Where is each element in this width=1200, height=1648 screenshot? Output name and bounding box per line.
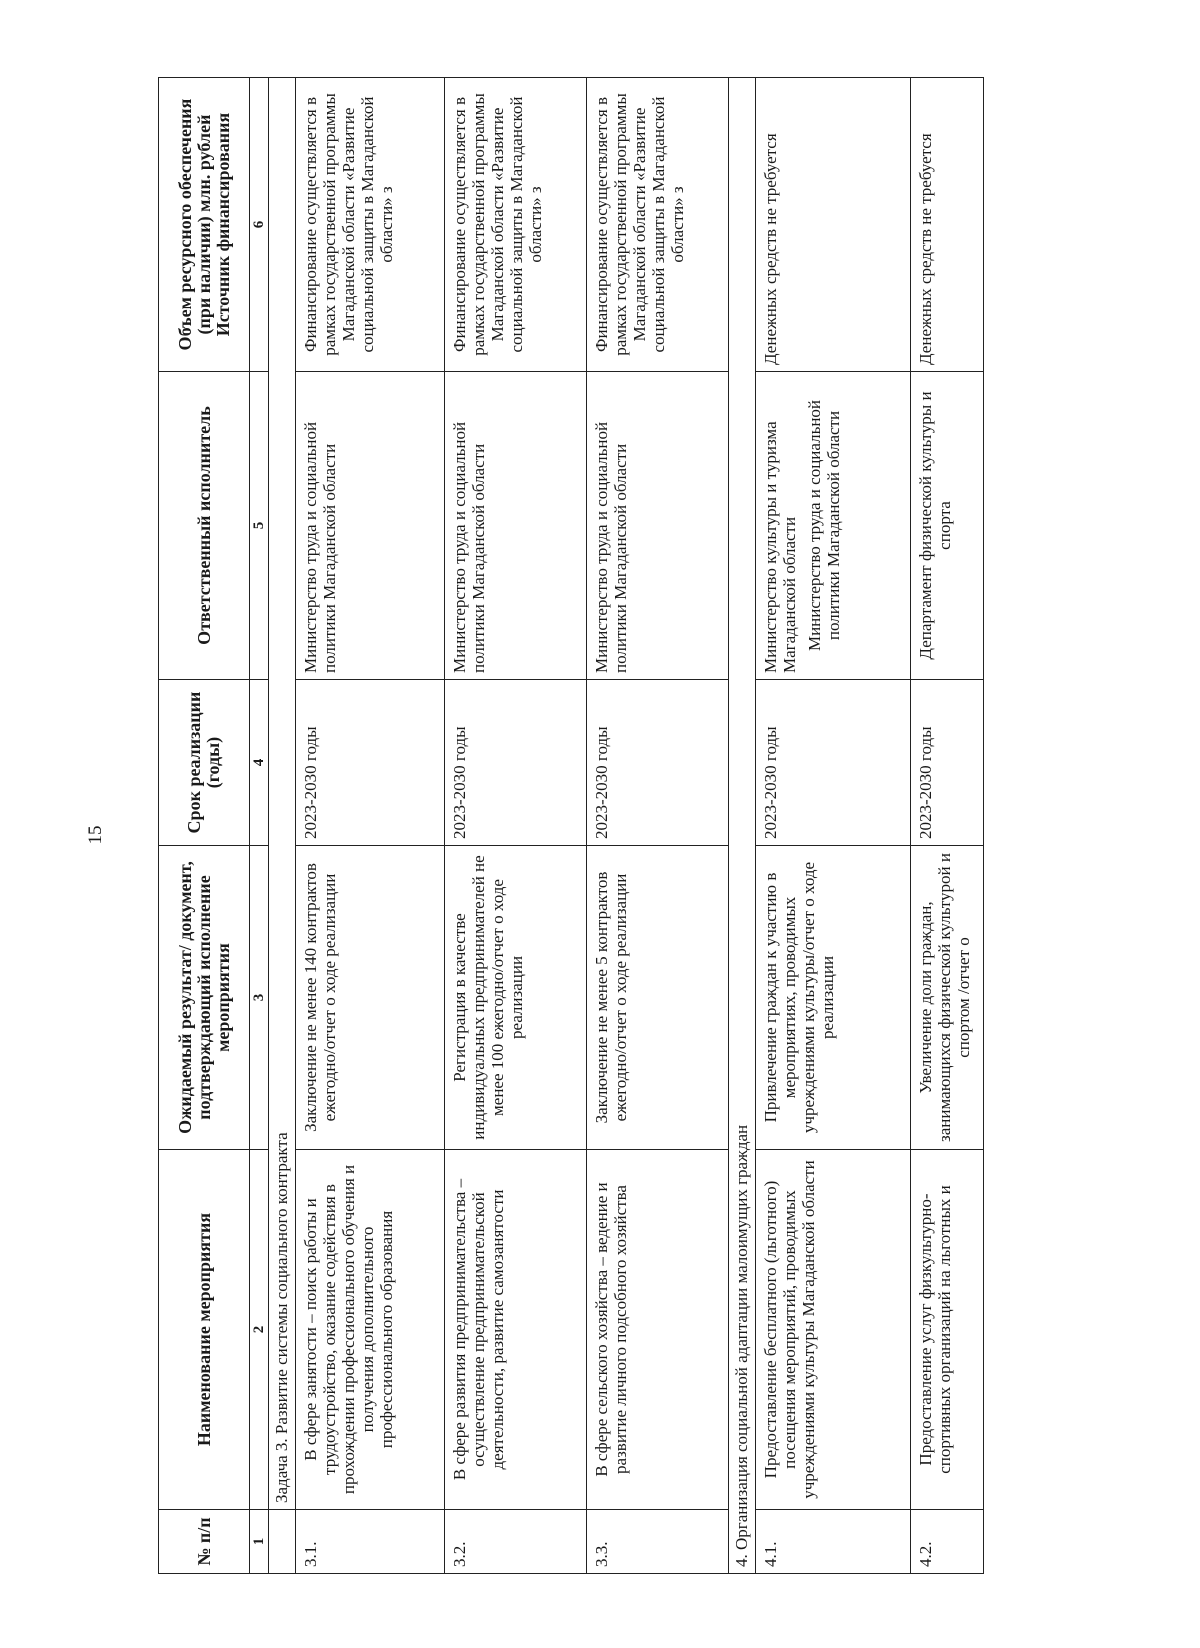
row-number: 4.1.	[756, 1510, 911, 1574]
executor: Департамент физической культуры и спорта	[911, 372, 984, 680]
section-row	[729, 78, 756, 1574]
expected-result: Заключение не менее 5 контрактов ежегодно/отчет о ходе реализации	[587, 846, 729, 1150]
column-number-row	[250, 78, 269, 1574]
funding: Финансирование осуществляется в рамках государственной программы Магаданской области «Развитие социальной защиты в Магаданской области» з	[445, 78, 587, 372]
row-number: 3.3.	[587, 1510, 729, 1574]
funding: Денежных средств не требуется	[756, 78, 911, 372]
measure-name: В сфере занятости – поиск работы и трудоустройство, оказание содействия в прохождении профессионального обучения и получения дополнительного профессионального образования	[296, 1150, 445, 1510]
column-number: 1	[250, 1510, 269, 1574]
table-row	[296, 78, 445, 1574]
table-row	[756, 78, 911, 1574]
term: 2023-2030 годы	[587, 680, 729, 846]
row-number: 3.1.	[296, 1510, 445, 1574]
expected-result: Регистрация в качестве индивидуальных предпринимателей не менее 100 ежегодно/отчет о ходе реализации	[445, 846, 587, 1150]
header-measure-name: Наименование мероприятия	[159, 1150, 250, 1510]
measures-table-container	[158, 78, 973, 1574]
term: 2023-2030 годы	[756, 680, 911, 846]
funding: Денежных средств не требуется	[911, 78, 984, 372]
expected-result: Привлечение граждан к участию в мероприятиях, проводимых учреждениями культуры/отчет о ходе реализации	[756, 846, 911, 1150]
header-number: № п/п	[159, 1510, 250, 1574]
executor: Министерство труда и социальной политики Магаданской области	[445, 372, 587, 680]
measures-table	[158, 77, 984, 1574]
term: 2023-2030 годы	[445, 680, 587, 846]
measure-name: В сфере развития предпринимательства – осуществление предпринимательской деятельности, развитие самозанятости	[445, 1150, 587, 1510]
header-executor: Ответственный исполнитель	[159, 372, 250, 680]
column-number: 6	[250, 78, 269, 372]
table-header-row	[159, 78, 250, 1574]
funding: Финансирование осуществляется в рамках государственной программы Магаданской области «Развитие социальной защиты в Магаданской области» з	[587, 78, 729, 372]
column-number: 3	[250, 846, 269, 1150]
measure-name: Предоставление бесплатного (льготного) посещения мероприятий, проводимых учреждениями культуры Магаданской области	[756, 1150, 911, 1510]
section-title: Задача 3. Развитие системы социального контракта	[269, 78, 296, 1510]
column-number: 5	[250, 372, 269, 680]
column-number: 2	[250, 1150, 269, 1510]
section-row	[269, 78, 296, 1574]
table-row	[445, 78, 587, 1574]
row-number: 3.2.	[445, 1510, 587, 1574]
executor: Министерство труда и социальной политики Магаданской области	[296, 372, 445, 680]
header-term: Срок реализации (годы)	[159, 680, 250, 846]
measure-name: Предоставление услуг физкультурно-спортивных организаций на льготных и	[911, 1150, 984, 1510]
funding: Финансирование осуществляется в рамках государственной программы Магаданской области «Развитие социальной защиты в Магаданской области» з	[296, 78, 445, 372]
table-row	[587, 78, 729, 1574]
header-expected-result: Ожидаемый результат/ документ, подтверждающий исполнение мероприятия	[159, 846, 250, 1150]
expected-result: Увеличение доли граждан, занимающихся физической культурой и спортом /отчет о	[911, 846, 984, 1150]
executor-cell	[756, 372, 911, 680]
term: 2023-2030 годы	[911, 680, 984, 846]
column-number: 4	[250, 680, 269, 846]
term: 2023-2030 годы	[296, 680, 445, 846]
executor-secondary: Министерство труда и социальной политики Магаданской области	[805, 399, 843, 652]
measure-name: В сфере сельского хозяйства – ведение и развитие личного подсобного хозяйства	[587, 1150, 729, 1510]
executor: Министерство культуры и туризма Магаданской области	[761, 421, 799, 673]
page-number: 15	[85, 825, 106, 845]
expected-result: Заключение не менее 140 контрактов ежегодно/отчет о ходе реализации	[296, 846, 445, 1150]
row-number: 4.2.	[911, 1510, 984, 1574]
table-row	[911, 78, 984, 1574]
header-funding: Объем ресурсного обеспечения (при наличии) млн. рублей Источник финансирования	[159, 78, 250, 372]
section-title: 4. Организация социальной адаптации малоимущих граждан	[729, 78, 756, 1574]
executor: Министерство труда и социальной политики Магаданской области	[587, 372, 729, 680]
